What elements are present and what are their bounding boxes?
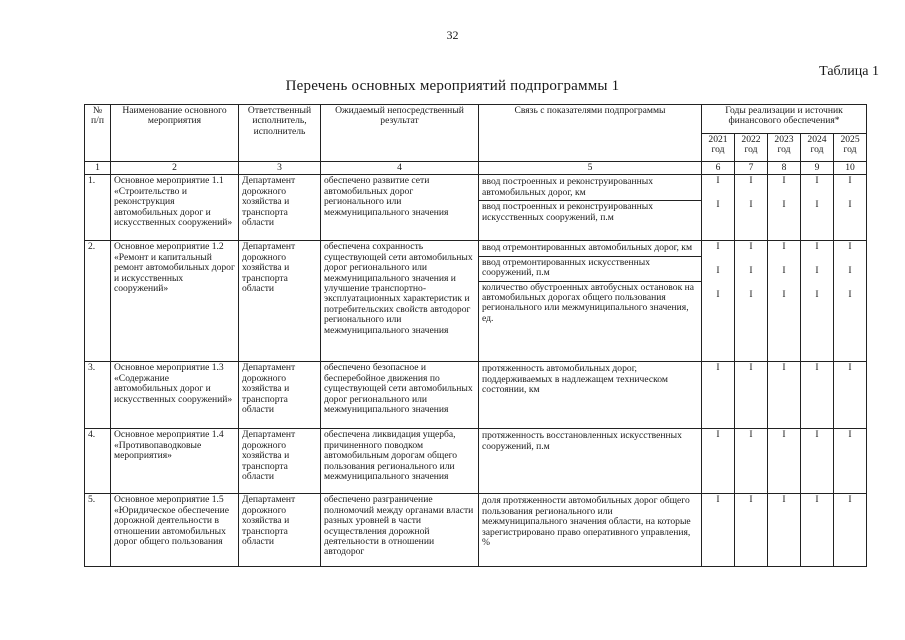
measure-name: Основное мероприятие 1.3 «Содержание автомобильных дорог и искусственных сооружений» (111, 362, 239, 429)
year-mark: I (848, 265, 852, 277)
header-year: 2021 год (702, 134, 735, 162)
year-mark: I (749, 241, 753, 253)
year-mark: I (749, 175, 753, 187)
indicator-text: ввод отремонтированных автомобильных дорог, км (479, 242, 701, 256)
expected-result: обеспечена сохранность существующей сети автомобильных дорог регионального или межмуниципального значения и улучшение транспортно-эксплуатационных характеристик и потребительских свойств автодорог регионального или межмуниципального значения (321, 241, 479, 362)
year-mark: I (848, 494, 852, 506)
year-mark-cell (834, 494, 867, 567)
column-index: 9 (801, 162, 834, 175)
row-number: 3. (85, 362, 111, 429)
year-mark: I (815, 289, 819, 301)
column-index: 7 (735, 162, 768, 175)
responsible-executor: Департамент дорожного хозяйства и транспорта области (239, 241, 321, 362)
year-mark: I (716, 362, 720, 374)
year-mark-cell (834, 429, 867, 494)
year-mark: I (749, 289, 753, 301)
row-number: 1. (85, 175, 111, 241)
year-mark: I (815, 429, 819, 441)
year-mark: I (749, 362, 753, 374)
indicator-text: доля протяженности автомобильных дорог общего пользования регионального или межмуниципального значения области, на которые зарегистрировано право оперативного управления, % (482, 495, 691, 549)
year-mark-cell (768, 494, 801, 567)
header-years-group: Годы реализации и источник финансового обеспечения* (702, 105, 867, 134)
year-mark-cell (801, 429, 834, 494)
year-mark: I (782, 241, 786, 253)
year-mark: I (848, 175, 852, 187)
year-mark-cell (702, 494, 735, 567)
year-mark: I (815, 241, 819, 253)
responsible-executor: Департамент дорожного хозяйства и транспорта области (239, 494, 321, 567)
year-mark: I (782, 429, 786, 441)
header-year: 2024 год (801, 134, 834, 162)
year-mark-cell (735, 241, 768, 362)
year-mark: I (716, 494, 720, 506)
measure-name: Основное мероприятие 1.5 «Юридическое обеспечение дорожной деятельности в отношении автомобильных дорог общего пользования (111, 494, 239, 567)
column-index: 8 (768, 162, 801, 175)
header-year: 2022 год (735, 134, 768, 162)
column-index: 3 (239, 162, 321, 175)
indicator-text: ввод построенных и реконструированных искусственных сооружений, п.м (482, 201, 654, 223)
table-row (85, 362, 867, 429)
year-mark: I (782, 289, 786, 301)
year-mark: I (815, 175, 819, 187)
year-mark: I (848, 289, 852, 301)
header-responsible: Ответственный исполнитель, исполнитель (239, 105, 321, 162)
year-mark-cell (735, 175, 768, 241)
header-link: Связь с показателями подпрограммы (479, 105, 702, 162)
year-mark-cell (801, 494, 834, 567)
column-index: 4 (321, 162, 479, 175)
year-mark-cell (768, 429, 801, 494)
year-mark-cell (801, 175, 834, 241)
year-mark: I (815, 494, 819, 506)
table-row (85, 241, 867, 362)
header-num: № п/п (85, 105, 111, 162)
year-mark: I (716, 241, 720, 253)
responsible-executor: Департамент дорожного хозяйства и транспорта области (239, 362, 321, 429)
year-mark-cell (702, 362, 735, 429)
year-mark: I (815, 265, 819, 277)
year-mark-cell (801, 362, 834, 429)
year-mark-cell (768, 241, 801, 362)
year-mark: I (749, 429, 753, 441)
year-mark: I (848, 241, 852, 253)
measures-table (84, 104, 867, 567)
header-name: Наименование основного мероприятия (111, 105, 239, 162)
year-mark-cell (834, 175, 867, 241)
year-mark-cell (702, 175, 735, 241)
column-index: 10 (834, 162, 867, 175)
header-year: 2025 год (834, 134, 867, 162)
responsible-executor: Департамент дорожного хозяйства и транспорта области (239, 175, 321, 241)
table-row (85, 429, 867, 494)
measure-name: Основное мероприятие 1.4 «Противопаводковые мероприятия» (111, 429, 239, 494)
year-mark-cell (702, 429, 735, 494)
header-year: 2023 год (768, 134, 801, 162)
indicator-cell (479, 241, 702, 362)
page-number: 32 (446, 28, 459, 42)
header-row-top (85, 105, 867, 134)
table-label: Таблица 1 (819, 64, 879, 79)
year-mark: I (782, 199, 786, 211)
year-mark-cell (768, 175, 801, 241)
column-index: 6 (702, 162, 735, 175)
year-mark: I (815, 199, 819, 211)
year-mark: I (749, 199, 753, 211)
expected-result: обеспечено разграничение полномочий между органами власти разных уровней в части осуществления дорожной деятельности в отношении автодорог (321, 494, 479, 567)
year-mark: I (782, 175, 786, 187)
column-index: 5 (479, 162, 702, 175)
row-number: 2. (85, 241, 111, 362)
responsible-executor: Департамент дорожного хозяйства и транспорта области (239, 429, 321, 494)
year-mark: I (848, 429, 852, 441)
indicator-text: ввод отремонтированных искусственных сооружений, п.м (479, 257, 701, 282)
year-mark: I (848, 199, 852, 211)
year-mark: I (716, 289, 720, 301)
year-mark-cell (834, 241, 867, 362)
indicator-text: количество обустроенных автобусных остановок на автомобильных дорогах общего пользования регионального или межмуниципального значения, ед. (482, 281, 695, 324)
year-mark-cell (735, 494, 768, 567)
table-row (85, 494, 867, 567)
year-mark: I (749, 494, 753, 506)
year-mark: I (782, 265, 786, 277)
year-mark: I (716, 429, 720, 441)
year-mark: I (716, 265, 720, 277)
year-mark-cell (735, 362, 768, 429)
indicator-cell (479, 175, 702, 241)
indicator-text: протяженность восстановленных искусственных сооружений, п.м (482, 430, 682, 452)
measure-name: Основное мероприятие 1.2 «Ремонт и капитальный ремонт автомобильных дорог и искусственных сооружений» (111, 241, 239, 362)
year-mark: I (749, 265, 753, 277)
year-mark-cell (834, 362, 867, 429)
document-title: Перечень основных мероприятий подпрограммы 1 (285, 78, 620, 94)
year-mark: I (782, 494, 786, 506)
expected-result: обеспечено развитие сети автомобильных дорог регионального или межмуниципального значения (321, 175, 479, 241)
indicator-cell (479, 494, 702, 567)
header-result: Ожидаемый непосредственный результат (321, 105, 479, 162)
measure-name: Основное мероприятие 1.1 «Строительство и реконструкция автомобильных дорог и искусственных сооружений» (111, 175, 239, 241)
indicator-cell (479, 429, 702, 494)
row-number: 5. (85, 494, 111, 567)
year-mark: I (815, 362, 819, 374)
expected-result: обеспечено безопасное и бесперебойное движения по существующей сети автомобильных дорог регионального или межмуниципального значения (321, 362, 479, 429)
year-mark-cell (735, 429, 768, 494)
column-index: 1 (85, 162, 111, 175)
year-mark-cell (801, 241, 834, 362)
year-mark-cell (768, 362, 801, 429)
year-mark-cell (702, 241, 735, 362)
column-index-row (85, 162, 867, 175)
year-mark: I (716, 175, 720, 187)
column-index: 2 (111, 162, 239, 175)
year-mark: I (848, 362, 852, 374)
year-mark: I (782, 362, 786, 374)
year-mark: I (716, 199, 720, 211)
indicator-text: протяженность автомобильных дорог, поддерживаемых в надлежащем техническом состоянии, км (482, 363, 668, 396)
indicator-text: ввод построенных и реконструированных автомобильных дорог, км (479, 176, 701, 201)
table-row (85, 175, 867, 241)
expected-result: обеспечена ликвидация ущерба, причиненного поводком автомобильным дорогам общего пользования регионального или межмуниципального значения (321, 429, 479, 494)
indicator-cell (479, 362, 702, 429)
row-number: 4. (85, 429, 111, 494)
